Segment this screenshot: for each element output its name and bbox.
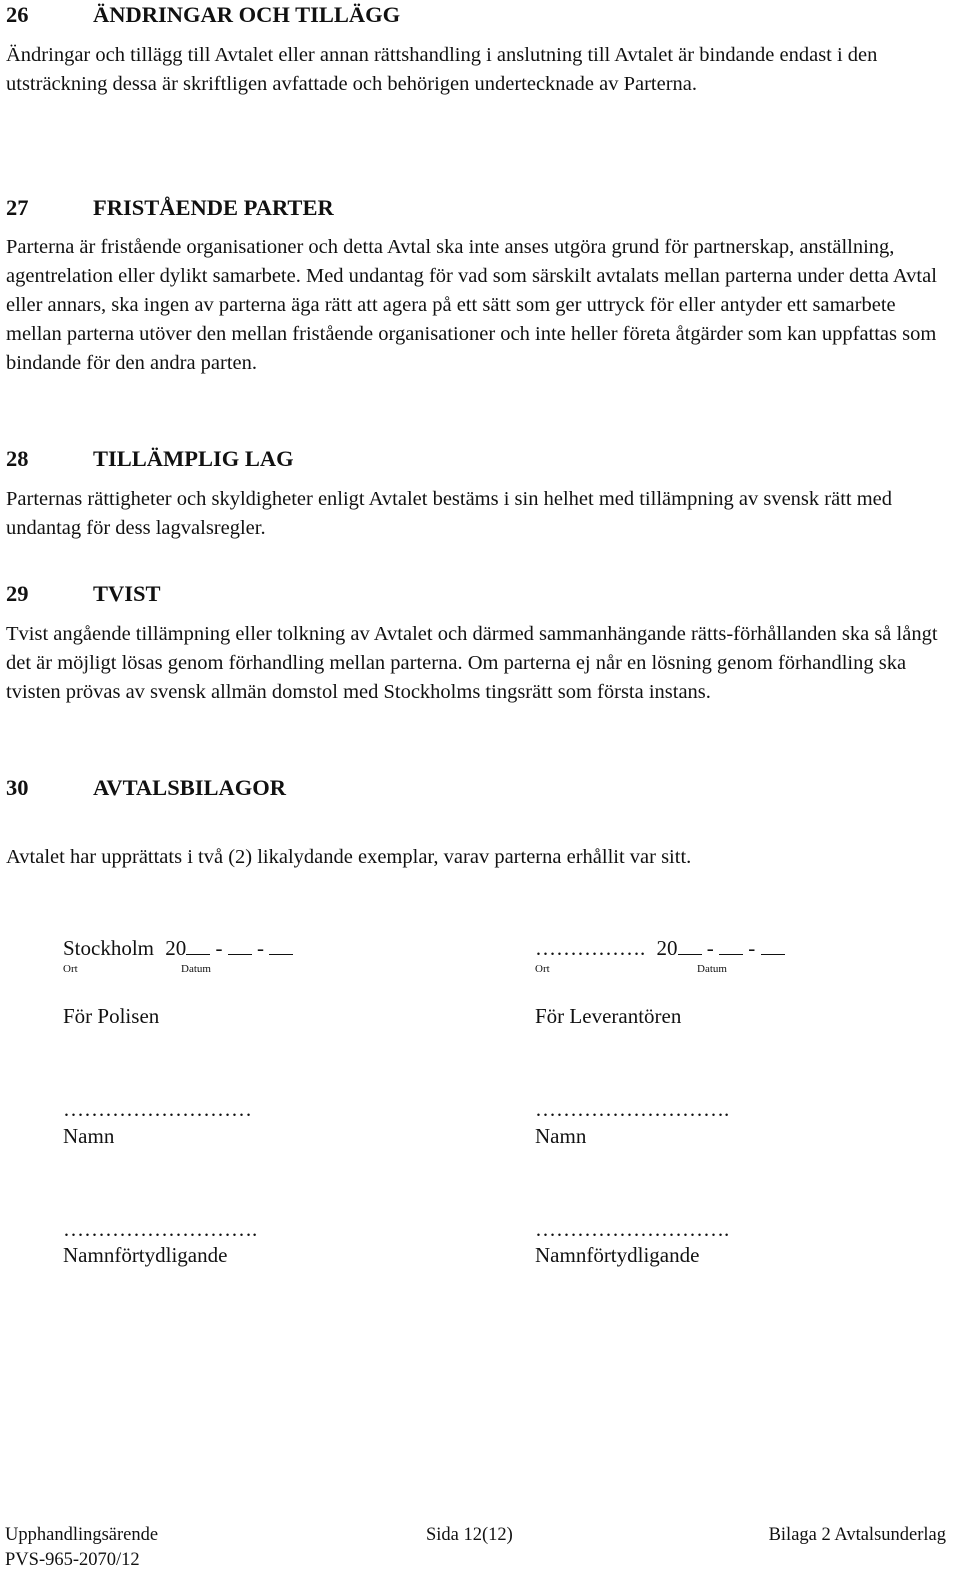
footer-page-number: Sida 12(12) [426,1525,513,1545]
signature-line: ………………………. [535,1097,730,1121]
party-label: För Polisen [63,1004,160,1028]
section-number: 30 [6,775,29,800]
section-number: 28 [6,446,29,471]
footer-case-label: Upphandlingsärende [5,1525,159,1545]
section-title: FRISTÅENDE PARTER [93,195,334,220]
place-caption: Ort [63,963,78,975]
section-title: TVIST [93,581,161,606]
signature-line: ……………………… [63,1097,252,1121]
name-label: Namn [535,1124,587,1148]
section-number: 27 [6,195,29,220]
date-caption: Datum [181,963,211,975]
section-heading [6,1,400,29]
clarification-line: ………………………. [63,1217,258,1241]
section-title: AVTALSBILAGOR [93,775,286,800]
section-heading [6,580,161,608]
section-title: ÄNDRINGAR OCH TILLÄGG [93,2,401,27]
name-label: Namn [63,1124,115,1148]
footer-case-number: PVS-965-2070/12 [5,1550,140,1570]
place-value: ……………. [535,936,646,960]
footer-attachment-label: Bilaga 2 Avtalsunderlag [768,1525,946,1545]
clarification-line: ………………………. [535,1217,730,1241]
section-heading [6,774,286,802]
section-text: Tvist angående tillämpning eller tolkning av Avtalet och därmed sammanhängande rätts-förhållanden ska så långt det är möjligt lösas genom förhandling mellan parterna. Om parterna ej når en lösning genom förhandling ska tvisten prövas av svensk allmän domstol med Stockholms tingsrätt som första instans. [6,623,938,703]
place-value: Stockholm [63,936,155,960]
signature-place-date-right: ……………. 20 - - [535,935,785,961]
date-year-prefix: 20 [165,936,187,960]
section-text: Parterna är fristående organisationer och detta Avtal ska inte anses utgöra grund för partnerskap, anställning, agentrelation eller dylikt samarbete. Med undantag för vad som särskilt avtalats mellan parterna under detta Avtal eller annars, ska ingen av parterna äga rätt att agera på ett sätt som ger uttryck för eller antyder ett samarbete mellan parterna utöver den mellan fristående organisationer och inte heller företa åtgärder som kan uppfattas som bindande för den andra parten. [6,236,937,374]
section-text: Avtalet har upprättats i två (2) likalydande exemplar, varav parterna erhållit var sitt. [6,846,692,868]
section-heading [6,194,334,222]
section-number: 29 [6,581,29,606]
section-text: Ändringar och tillägg till Avtalet eller annan rättshandling i anslutning till Avtalet är bindande endast i den utsträckning dessa är skriftligen avfattade och behörigen undertecknade av Parterna. [6,44,878,95]
date-caption: Datum [697,963,727,975]
section-text: Parternas rättigheter och skyldigheter enligt Avtalet bestäms i sin helhet med tillämpning av svensk rätt med undantag för dess lagvalsregler. [6,488,893,539]
clarification-label: Namnförtydligande [63,1243,228,1267]
section-heading [6,445,294,473]
place-caption: Ort [535,963,550,975]
party-label: För Leverantören [535,1004,682,1028]
section-number: 26 [6,2,29,27]
clarification-label: Namnförtydligande [535,1243,700,1267]
signature-place-date-left: Stockholm 20 - - [63,935,293,961]
section-title: TILLÄMPLIG LAG [93,446,294,471]
date-year-prefix: 20 [656,936,678,960]
